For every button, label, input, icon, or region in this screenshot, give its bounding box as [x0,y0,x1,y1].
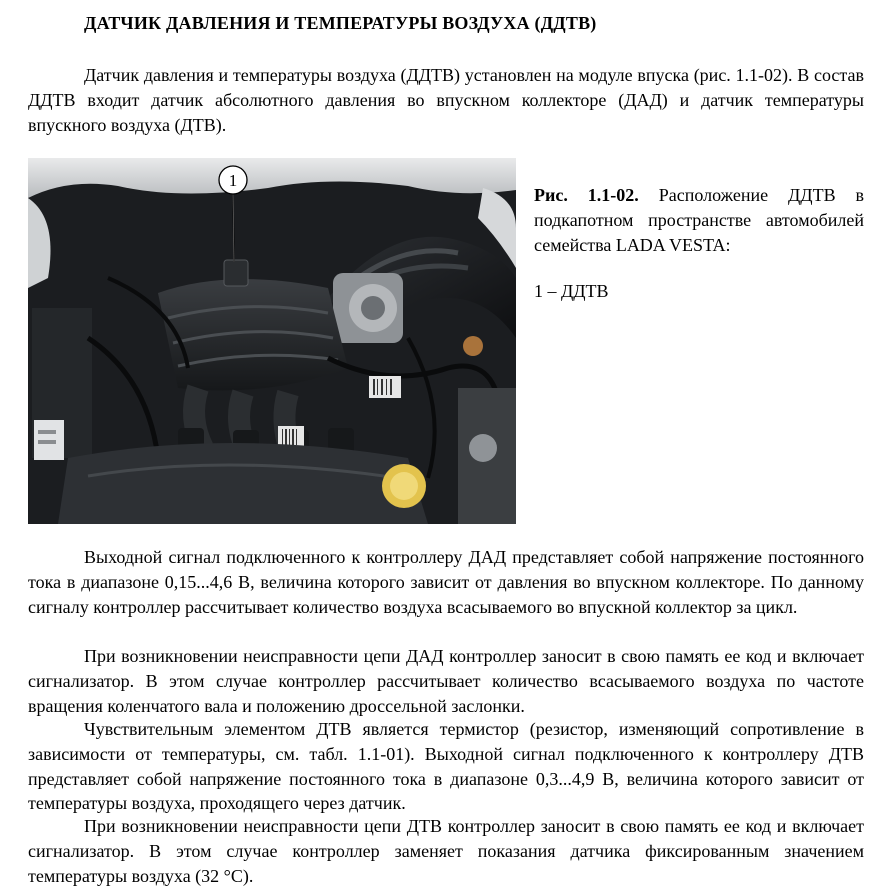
paragraph-dtv-signal: Чувствительным элементом ДТВ является термистор (резистор, изменяющий сопротивление в зависимости от температуры, см. табл. 1.1-01). Выходной сигнал подключенного к контроллеру ДТВ представляет собой напряжение постоянного тока в диапазоне 0,3...4,9 В, величина которого зависит от температуры воздуха, проходящего через датчик. [28,719,864,814]
figure-label: Рис. 1.1-02. [534,185,639,205]
engine-bay-photo [28,158,516,524]
figure-caption [534,183,864,258]
page-heading: ДАТЧИК ДАВЛЕНИЯ И ТЕМПЕРАТУРЫ ВОЗДУХА (ДДТВ) [84,13,597,33]
paragraph-dtv-fault: При возникновении неисправности цепи ДТВ контроллер заносит в свою память ее код и включает сигнализатор. В этом случае контроллер заменяет показания датчика фиксированным значением температуры воздуха (32 °С). [28,816,864,886]
intro-paragraph: Датчик давления и температуры воздуха (ДДТВ) установлен на модуле впуска (рис. 1.1-02). В состав ДДТВ входит датчик абсолютного давления во впускном коллекторе (ДАД) и датчик температуры впускного воздуха (ДТВ). [28,65,864,135]
paragraph-dad-signal: Выходной сигнал подключенного к контроллеру ДАД представляет собой напряжение постоянного тока в диапазоне 0,15...4,6 В, величина которого зависит от давления во впускном коллекторе. По данному сигналу контроллер рассчитывает количество воздуха всасываемого во впускной коллектор за цикл. [28,547,864,617]
figure-caption-text: Расположение ДДТВ в подкапотном пространстве автомобилей семейства LADA VESTA: [534,185,864,255]
callout-number: 1 [228,171,238,190]
figure-legend: 1 – ДДТВ [534,281,609,301]
paragraph-dad-fault: При возникновении неисправности цепи ДАД контроллер заносит в свою память ее код и включает сигнализатор. В этом случае контроллер рассчитывает количество всасываемого воздуха по частоте вращения коленчатого вала и положению дроссельной заслонки. [28,646,864,716]
